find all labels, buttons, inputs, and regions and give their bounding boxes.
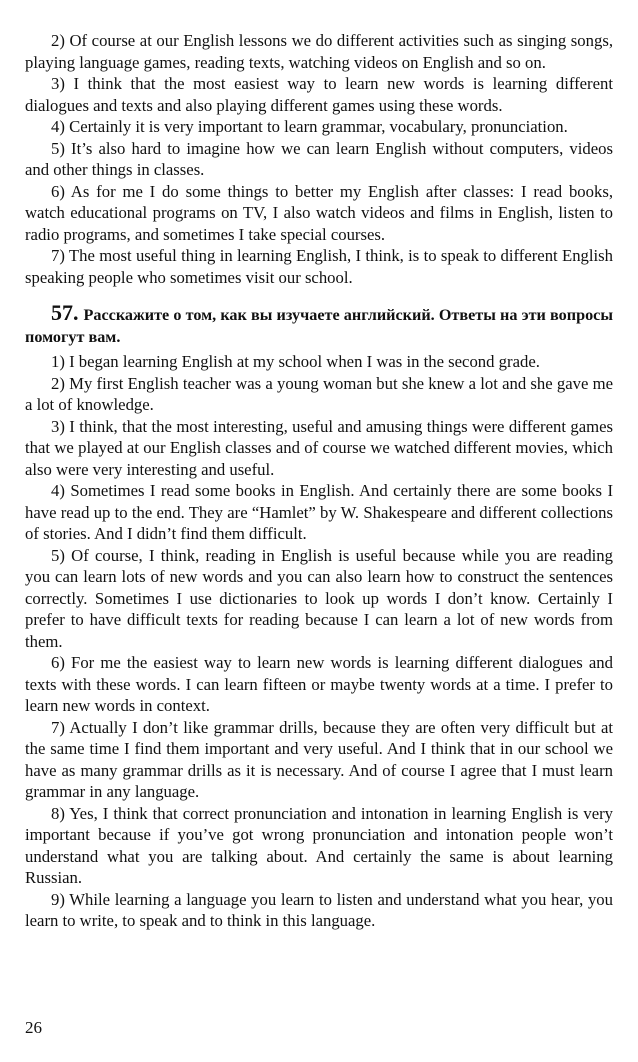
answer-paragraph: 7) The most useful thing in learning English, I think, is to speak to different English speaking people who sometimes visit our school. (25, 246, 613, 287)
answer-paragraph: 2) My first English teacher was a young woman but she knew a lot and she gave me a lot of knowledge. (25, 373, 613, 414)
answer-paragraph: 6) As for me I do some things to better my English after classes: I read books, watch educational programs on TV, I also watch videos and films in English, listen to radio programs, and sometimes I take special courses. (25, 181, 613, 244)
answer-paragraph: 5) Of course, I think, reading in English is useful because while you are reading you can learn lots of new words and you can also learn how to construct the sentences correctly. Sometimes I use dictionaries to look up words I don’t know. Certainly I prefer to have difficult texts for reading because I can learn a lot of new words from them. (25, 545, 613, 651)
page-body (25, 30, 613, 932)
answer-paragraph: 3) I think that the most easiest way to learn new words is learning different dialogues and texts and also playing different games using these words. (25, 74, 613, 115)
answer-paragraph: 8) Yes, I think that correct pronunciation and intonation in learning English is very important because if you’ve got wrong pronunciation and intonation people won’t understand what you are talking about. And certainly the same is about learning Russian. (25, 803, 613, 887)
answer-paragraph: 4) Certainly it is very important to learn grammar, vocabulary, pronunciation. (51, 117, 568, 136)
answer-paragraph: 3) I think, that the most interesting, useful and amusing things were different games that we played at our English classes and of course we watched different movies, which also were very interesting and useful. (25, 416, 613, 479)
answer-paragraph: 2) Of course at our English lessons we do different activities such as singing songs, playing language games, reading texts, watching videos on English and so on. (25, 31, 613, 72)
answer-paragraph: 7) Actually I don’t like grammar drills, because they are often very difficult but at the same time I find them important and very useful. And I think that in our school we have as many grammar drills as it is necessary. And of course I agree that I must learn grammar in any language. (25, 717, 613, 801)
exercise-heading (25, 302, 613, 348)
exercise-instruction: Расскажите о том, как вы изучаете английский. Ответы на эти вопросы помогут вам. (25, 306, 613, 346)
exercise-number: 57. (51, 300, 79, 325)
page-number: 26 (25, 1018, 42, 1037)
answer-paragraph: 6) For me the easiest way to learn new words is learning different dialogues and texts with these words. I can learn fifteen or maybe twenty words at a time. I prefer to learn new words in context. (25, 653, 613, 715)
answer-paragraph: 9) While learning a language you learn to listen and understand what you hear, you learn to write, to speak and to think in this language. (25, 889, 613, 930)
answer-paragraph: 4) Sometimes I read some books in English. And certainly there are some books I have read up to the end. They are “Hamlet” by W. Shakespeare and different collections of stories. And I didn’t find them difficult. (25, 481, 613, 543)
answer-paragraph: 5) It’s also hard to imagine how we can learn English without computers, videos and other things in classes. (25, 138, 613, 179)
answer-paragraph: 1) I began learning English at my school when I was in the second grade. (51, 352, 540, 371)
